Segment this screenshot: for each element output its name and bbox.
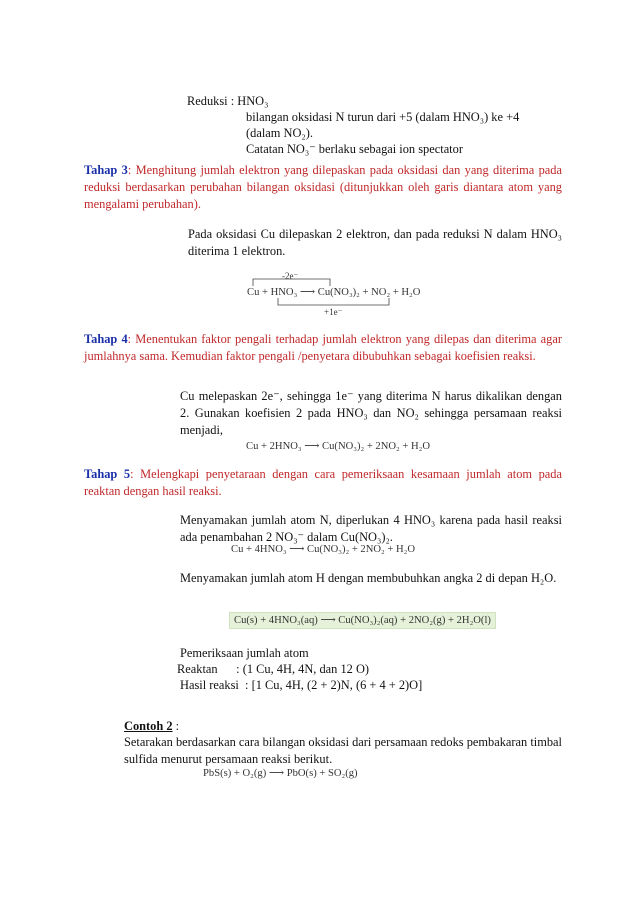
tahap-5-paragraph [84,466,562,500]
tahap-4-detail: Cu melepaskan 2e⁻, sehingga 1e⁻ yang diterima N harus dikalikan dengan 2. Gunakan koefisien 2 pada HNO₃ dan NO₂ sehingga persamaan reaksi menjadi, [180,389,562,437]
reduksi-line-2: (dalam NO₂). [246,126,313,140]
tahap-3-text: : Menghitung jumlah elektron yang dilepaskan pada oksidasi dan yang diterima pada reduksi berdasarkan perubahan bilangan oksidasi (ditunjukkan oleh garis diantara atom yang mengalami perubahan). [84,163,563,211]
tahap-5-equation-n: Cu + 4HNO₃ ⟶ Cu(NO₃)₂ + 2NO₂ + H₂O [231,544,415,555]
contoh-2-label: Contoh 2 [124,719,173,733]
tahap-4-equation: Cu + 2HNO₃ ⟶ Cu(NO₃)₂ + 2NO₂ + H₂O [246,441,430,452]
final-equation-highlight: Cu(s) + 4HNO₃(aq) ⟶ Cu(NO₃)₂(aq) + 2NO₂(g) + 2H₂O(l) [229,612,496,629]
tahap-5-label: Tahap 5 [84,467,131,481]
reduksi-title: Reduksi : HNO₃ [187,94,269,108]
electron-transfer-diagram [244,269,434,317]
diagram-top-label: -2e⁻ [282,271,299,281]
diagram-bottom-label: +1e⁻ [324,307,343,317]
tahap-3-label: Tahap 3 [84,163,128,177]
check-hasil: Hasil reaksi : [1 Cu, 4H, (2 + 2)N, (6 + 4 + 2)O] [180,678,423,692]
contoh-2-text: Setarakan berdasarkan cara bilangan oksidasi dari persamaan redoks pembakaran timbal sulfida menurut persamaan reaksi berikut. [124,735,562,766]
reduksi-line-3: Catatan NO₃⁻ berlaku sebagai ion spectator [246,142,463,156]
contoh-2-heading [124,718,179,735]
check-reaktan: Reaktan : (1 Cu, 4H, 4N, dan 12 O) [177,662,370,676]
contoh-2-colon: : [172,719,180,733]
contoh-2-equation: PbS(s) + O₂(g) ⟶ PbO(s) + SO₂(g) [203,768,358,779]
tahap-5-text: : Melengkapi penyetaraan dengan cara pemeriksaan kesamaan jumlah atom pada reaktan dengan hasil reaksi. [84,467,563,498]
tahap-4-paragraph [84,331,562,365]
tahap-5-detail-h: Menyamakan jumlah atom H dengan membubuhkan angka 2 di depan H₂O. [180,571,557,585]
diagram-equation: Cu + HNO₃ ⟶ Cu(NO₃)₂ + NO₂ + H₂O [247,287,421,298]
tahap-3-paragraph [84,162,562,213]
reduksi-line-1: bilangan oksidasi N turun dari +5 (dalam HNO₃) ke +4 [246,110,520,124]
tahap-3-detail: Pada oksidasi Cu dilepaskan 2 elektron, dan pada reduksi N dalam HNO₃ diterima 1 elektron. [188,227,562,258]
check-title: Pemeriksaan jumlah atom [180,646,309,660]
tahap-5-detail-n: Menyamakan jumlah atom N, diperlukan 4 HNO₃ karena pada hasil reaksi ada penambahan 2 NO₃⁻ dalam Cu(NO₃)₂. [180,513,562,544]
tahap-4-text: : Menentukan faktor pengali terhadap jumlah elektron yang dilepas dan diterima agar jumlahnya sama. Kemudian faktor pengali /penyetara dibubuhkan sebagai koefisien reaksi. [84,332,562,363]
tahap-4-label: Tahap 4 [84,332,128,346]
